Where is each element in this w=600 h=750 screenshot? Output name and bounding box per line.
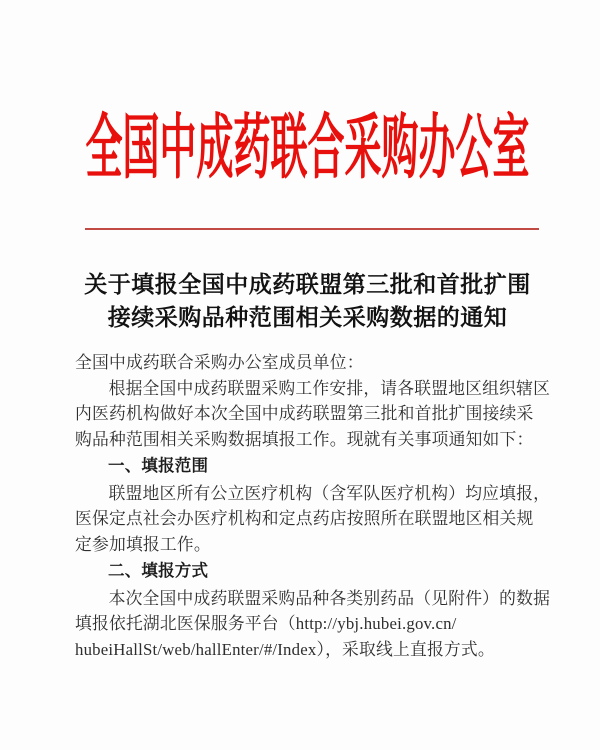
intro-line-3: 购品种范围相关采购数据填报工作。现就有关事项通知如下： <box>75 429 534 449</box>
intro-line-1: 根据全国中成药联盟采购工作安排，请各联盟地区组织辖区 <box>108 378 551 398</box>
intro-line-2: 内医药机构做好本次全国中成药联盟第三批和首批扩围接续采 <box>75 404 534 423</box>
document-body <box>75 350 551 662</box>
section-1-line-3: 定参加填报工作。 <box>75 534 211 554</box>
salutation: 全国中成药联合采购办公室成员单位： <box>75 353 364 372</box>
document-page <box>0 101 600 750</box>
masthead <box>75 101 540 189</box>
section-1-heading: 一、填报范围 <box>108 457 209 475</box>
section-2-line-1: 本次全国中成药联盟采购品种各类别药品（见附件）的数据 <box>108 588 551 608</box>
section-1-line-1: 联盟地区所有公立医疗机构（含军队医疗机构）均应填报， <box>108 483 551 503</box>
section-2-heading: 二、填报方式 <box>108 562 209 580</box>
section-1-line-2: 医保定点社会办医疗机构和定点药店按照所在联盟地区相关规 <box>75 509 534 528</box>
section-2-line-2: 填报依托湖北医保服务平台（http://ybj.hubei.gov.cn/ <box>75 614 457 633</box>
section-2-line-3: hubeiHallSt/web/hallEnter/#/Index），采取线上直报方式。 <box>75 639 495 659</box>
agency-title: 全国中成药联合采购办公室 <box>85 110 530 189</box>
doc-title-line-1: 关于填报全国中成药联盟第三批和首批扩围 <box>84 272 531 297</box>
doc-title-line-2: 接续采购品种范围相关采购数据的通知 <box>107 305 508 330</box>
red-divider <box>85 228 539 230</box>
doc-title <box>75 268 540 334</box>
